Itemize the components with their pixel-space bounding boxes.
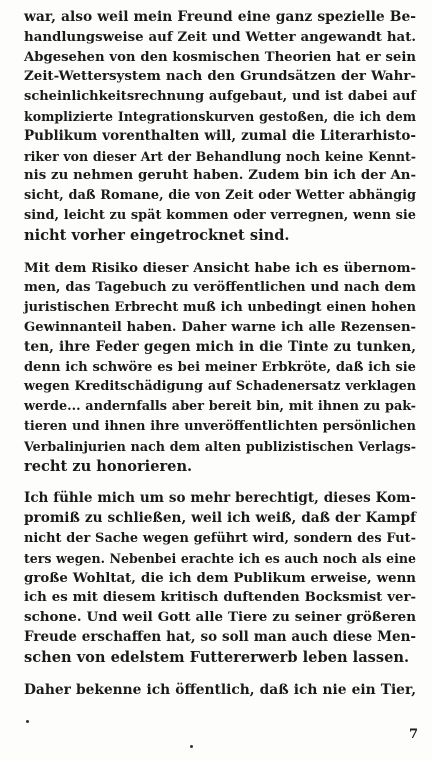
text-line: nis zu nehmen geruht haben. Zudem bin ich der An- (24, 168, 416, 184)
text-line: Mit dem Risiko dieser Ansicht habe ich es übernom- (24, 260, 416, 276)
text-line: werde... andernfalls aber bereit bin, mit ihnen zu pak- (24, 399, 416, 415)
body-text (24, 8, 416, 713)
text-line: ters wegen. Nebenbei erachte ich es auch noch als eine (24, 550, 416, 566)
text-line: schen von edelstem Futtererwerb leben lassen. (24, 648, 410, 666)
text-line: tieren und ihnen ihre unveröffentlichten persönlichen (24, 418, 416, 434)
page-number: 7 (408, 727, 418, 742)
text-line: sicht, daß Romane, die von Zeit oder Wetter abhängig (24, 188, 416, 204)
scan-speck (26, 720, 29, 723)
text-line: Verbalinjurien nach dem alten publizistischen Verlags- (24, 438, 416, 454)
paragraph-1 (24, 8, 416, 246)
text-line: nicht der Sache wegen geführt wird, sondern des Fut- (24, 530, 416, 546)
text-line: handlungsweise auf Zeit und Wetter angewandt hat. (24, 28, 416, 45)
text-line: juristischen Erbrecht muß ich unbedingt einen hohen (24, 300, 416, 316)
paragraph-2 (24, 259, 416, 477)
text-line: Daher bekenne ich öffentlich, daß ich nie ein Tier, (24, 681, 416, 698)
paragraph-3 (24, 489, 416, 667)
text-line: Freude erschaffen hat, so soll man auch diese Men- (24, 628, 416, 645)
text-line: Abgesehen von den kosmischen Theorien hat er sein (24, 49, 416, 65)
text-line: große Wohltat, die ich dem Publikum erweise, wenn (24, 569, 416, 586)
text-line: schone. Und weil Gott alle Tiere zu seiner größeren (24, 609, 416, 626)
text-line: nicht vorher eingetrocknet sind. (24, 226, 290, 244)
text-line: promiß zu schließen, weil ich weiß, daß der Kampf (24, 510, 416, 527)
text-line: war, also weil mein Freund eine ganz spezielle Be- (24, 9, 416, 25)
text-line: scheinlichkeitsrechnung aufgebaut, und ist dabei auf (24, 89, 416, 105)
text-line: ich es mit diesem kritisch duftenden Bocksmist ver- (24, 590, 416, 606)
paragraph-4 (24, 681, 416, 701)
text-line: men, das Tagebuch zu veröffentlichen und nach dem (24, 280, 416, 296)
text-line: Gewinnanteil haben. Daher warne ich alle Rezensen- (24, 319, 416, 335)
text-line: ten, ihre Feder gegen mich in die Tinte zu tunken, (24, 338, 416, 355)
text-line: denn ich schwöre es bei meiner Erbkröte, daß ich sie (24, 359, 416, 375)
scan-speck (190, 745, 193, 748)
text-line: sind, leicht zu spät kommen oder verregnen, wenn sie (24, 207, 416, 223)
text-line: Publikum vorenthalten will, zumal die Literarhisto- (24, 127, 416, 144)
text-line: Zeit-Wettersystem nach den Grundsätzen der Wahr- (24, 68, 416, 85)
text-line: komplizierte Integrationskurven gestoßen, die ich dem (24, 108, 416, 124)
text-line: Ich fühle mich um so mehr berechtigt, dieses Kom- (24, 490, 416, 507)
text-line: riker von dieser Art der Behandlung noch keine Kennt- (24, 148, 416, 164)
text-line: wegen Kreditschädigung auf Schadenersatz verklagen (24, 379, 416, 395)
text-line: recht zu honorieren. (24, 457, 193, 475)
